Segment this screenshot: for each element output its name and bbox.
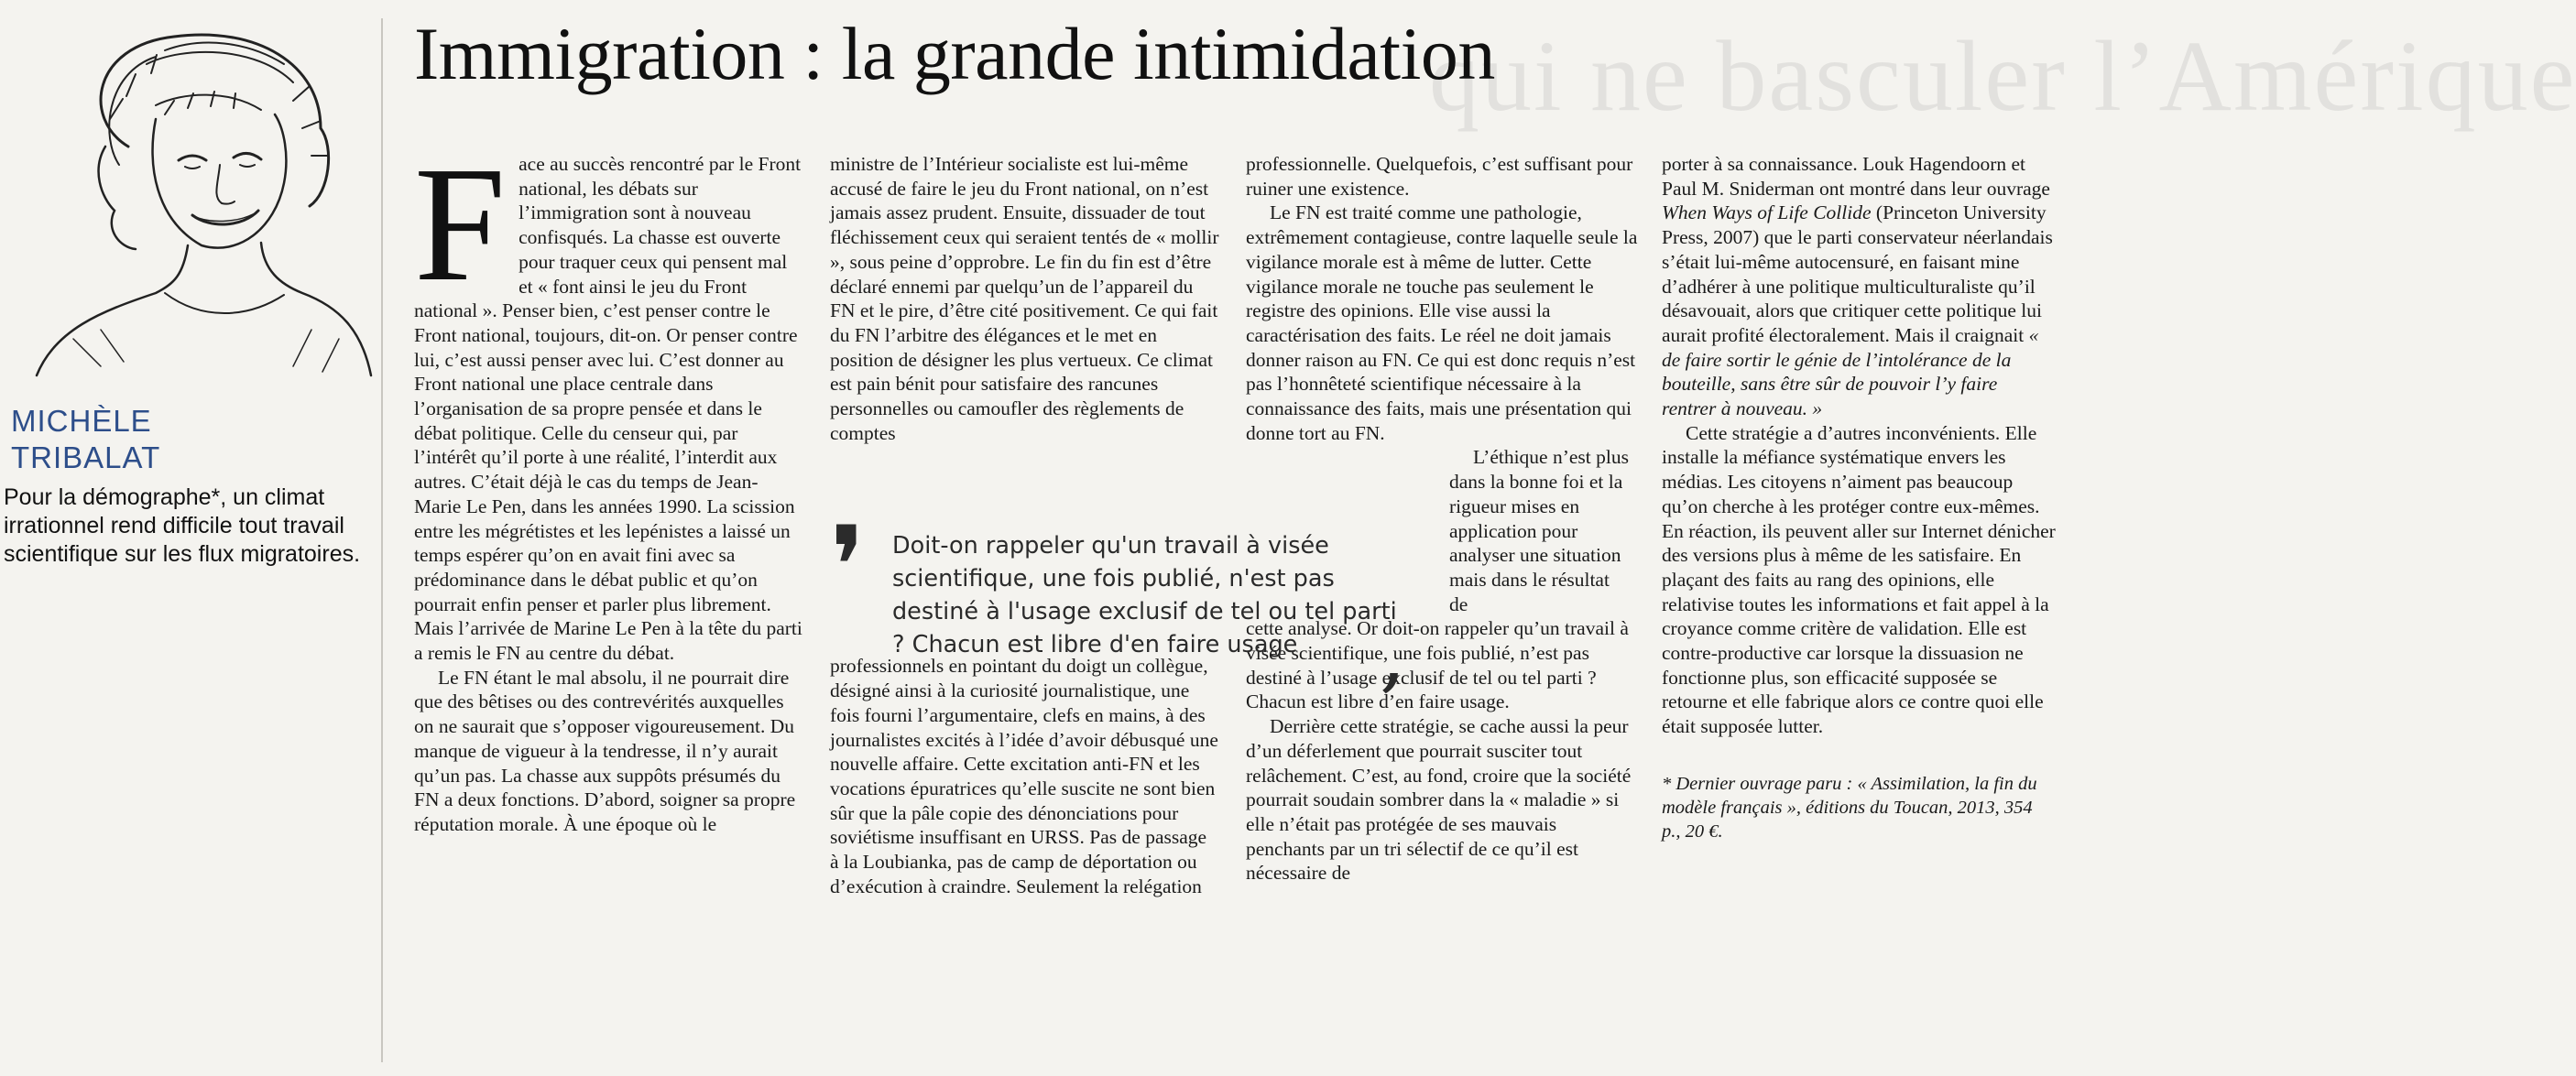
article-column-3 [1246, 152, 1640, 886]
quotation: « de faire sortir le génie de l’intolérance de la bouteille, sans être sûr de pouvoir l’y faire rentrer à nouveau. » [1662, 323, 2039, 420]
paragraph: cette analyse. Or doit-on rappeler qu’un travail à visée scientifique, une fois publié, n’est pas destiné à l’usage exclusif de tel ou tel parti ? Chacun est libre d’en faire usage. [1246, 617, 1629, 713]
paragraph: professionnels en pointant du doigt un collègue, désigné ainsi à la curiosité journalistique, une fois fourni l’argumentaire, clefs en mains, à des journalistes excités à l’idée d’avoir débusqué une nouvelle affaire. Cette excitation anti-FN et les vocations épuratrices qu’elle suscite ne sont bien sûr que la pâle copie des dénonciations pour soviétisme insuffisant en URSS. Pas de passage à la Loubianka, pas de camp de déportation ou d’exécution à craindre. Seulement la relégation [830, 655, 1218, 897]
paragraph-text: porter à sa connaissance. Louk Hagendoorn et Paul M. Sniderman ont montré dans leur ouvrage [1662, 153, 2050, 200]
paragraph [414, 133, 803, 666]
author-first-name: MICHÈLE [11, 404, 152, 438]
article-headline: Immigration : la grande intimidation [414, 12, 1495, 95]
paragraph: Derrière cette stratégie, se cache aussi la peur d’un déferlement que pourrait susciter tout relâchement. C’est, au fond, croire que la société pourrait soudain sombrer dans la « maladie » si elle n’était pas protégée de ses mauvais penchants par un tri sélectif de ce qu’il est nécessaire de [1246, 715, 1632, 885]
article-column-4 [1662, 152, 2056, 843]
author-portrait-sketch [18, 9, 380, 394]
close-quote-icon: , [1380, 606, 1406, 702]
paragraph: Le FN étant le mal absolu, il ne pourrait dire que des bêtises ou des contrevérités auxquelles on ne saurait que s’opposer vigoureusement. Du manque de vigueur à la tendresse, il n’y aurait qu’un pas. La chasse aux suppôts présumés du FN a deux fonctions. D’abord, soigner sa propre réputation morale. À une époque où le [414, 666, 796, 835]
paragraph [1662, 152, 2056, 421]
paragraph: Cette stratégie a d’autres inconvénients. Elle installe la méfiance systématique envers les médias. Les citoyens n’aiment pas beaucoup qu’on cherche à les protéger contre eux-mêmes. En réaction, ils peuvent aller sur Internet dénicher des versions plus à même de les satisfaire. En plaçant des faits au rang des opinions, elle relativise toutes les informations et fait appel à la croyance comme critère de validation. Elle est contre-productive car lorsque la dissuasion ne fonctionne plus, son efficacité supposée se retourne et elle fabrique alors ce contre quoi elle était supposée lutter. [1662, 421, 2056, 738]
book-title: When Ways of Life Collide [1662, 201, 1872, 224]
author-name [11, 403, 377, 476]
paragraph-text: (Princeton University Press, 2007) que le parti conservateur néerlandais s’était lui-même autocensuré, en faisant mine d’adhérer à une politique multiculturaliste qu’il désavouait, alors que critiquer cette politique lui aurait profité électoralement. Mais il craignait [1662, 201, 2053, 346]
author-last-name: TRIBALAT [11, 440, 161, 474]
article-column-1 [414, 133, 803, 837]
paragraph: professionnelle. Quelquefois, c’est suffisant pour ruiner une existence. [1246, 153, 1633, 200]
paragraph: Le FN est traité comme une pathologie, extrêmement contagieuse, contre laquelle seule la vigilance morale est à même de lutter. Cette vigilance morale ne touche pas seulement le registre des opinions. Elle vise aussi la caractérisation des faits. Le réel ne doit jamais donner raison au FN. Ce qui est donc requis n’est pas l’honnêteté scientifique nécessaire à la connaissance des faits, mais une présentation qui donne tort au FN. [1246, 201, 1638, 444]
pull-quote-text: Doit-on rappeler qu'un travail à visée scientifique, une fois publié, n'est pas destiné à l'usage exclusif de tel ou tel parti ? Chacun est libre d'en faire usage [892, 532, 1397, 658]
column-divider [381, 18, 383, 1062]
pull-quote [830, 504, 1435, 702]
paragraph: L’éthique n’est plus dans la bonne foi et la rigueur mises en application pour analyser une situation mais dans le résultat de [1449, 446, 1629, 615]
open-quote-icon: ❜ [830, 504, 866, 631]
paragraph-text: ace au succès rencontré par le Front national, les débats sur l’immigration sont à nouveau confisqués. La chasse est ouverte pour traquer ceux qui pensent mal et « font ainsi le jeu du Front national ». Penser bien, c’est penser contre le Front national, toujours, dit-on. Or penser contre lui, c’est aussi penser avec lui. C’est donner au Front national une place centrale dans l’organisation de sa propre pensée et dans le débat politique. Celle du censeur qui, par l’intérêt qu’il porte à une réalité, l’interdit aux autres. C’était déjà le cas du temps de Jean-Marie Le Pen, dans les années 1990. La scission entre les mégrétistes et les lepénistes a laissé un temps espérer qu’on en avait fini avec sa prédominance dans le débat public et qu’on pourrait enfin penser et parler plus librement. Mais l’arrivée de Marine Le Pen à la tête du parti a remis le FN au centre du débat. [414, 153, 802, 665]
paragraph: ministre de l’Intérieur socialiste est lui-même accusé de faire le jeu du Front national, on n’est jamais assez prudent. Ensuite, dissuader de tout fléchissement ceux qui seraient tentés de « mollir », sous peine d’opprobre. Le fin du fin est d’être déclaré ennemi par quelqu’un de l’appareil du FN et le pire, d’être cité positivement. Ce qui fait du FN l’arbitre des élégances et le met en position de désigner les plus vertueux. Ce climat est pain bénit pour satisfaire des rancunes personnelles ou camoufler des règlements de comptes [830, 153, 1219, 444]
drop-cap: F [414, 133, 507, 315]
show-through-text: qui ne basculer l’Amérique [1429, 20, 2576, 132]
author-blurb: Pour la démographe*, un climat irrationnel rend difficile tout travail scientifique sur les flux migratoires. [4, 484, 361, 567]
footnote: * Dernier ouvrage paru : « Assimilation, la fin du modèle français », éditions du Toucan, 2013, 354 p., 20 €. [1662, 773, 2037, 842]
